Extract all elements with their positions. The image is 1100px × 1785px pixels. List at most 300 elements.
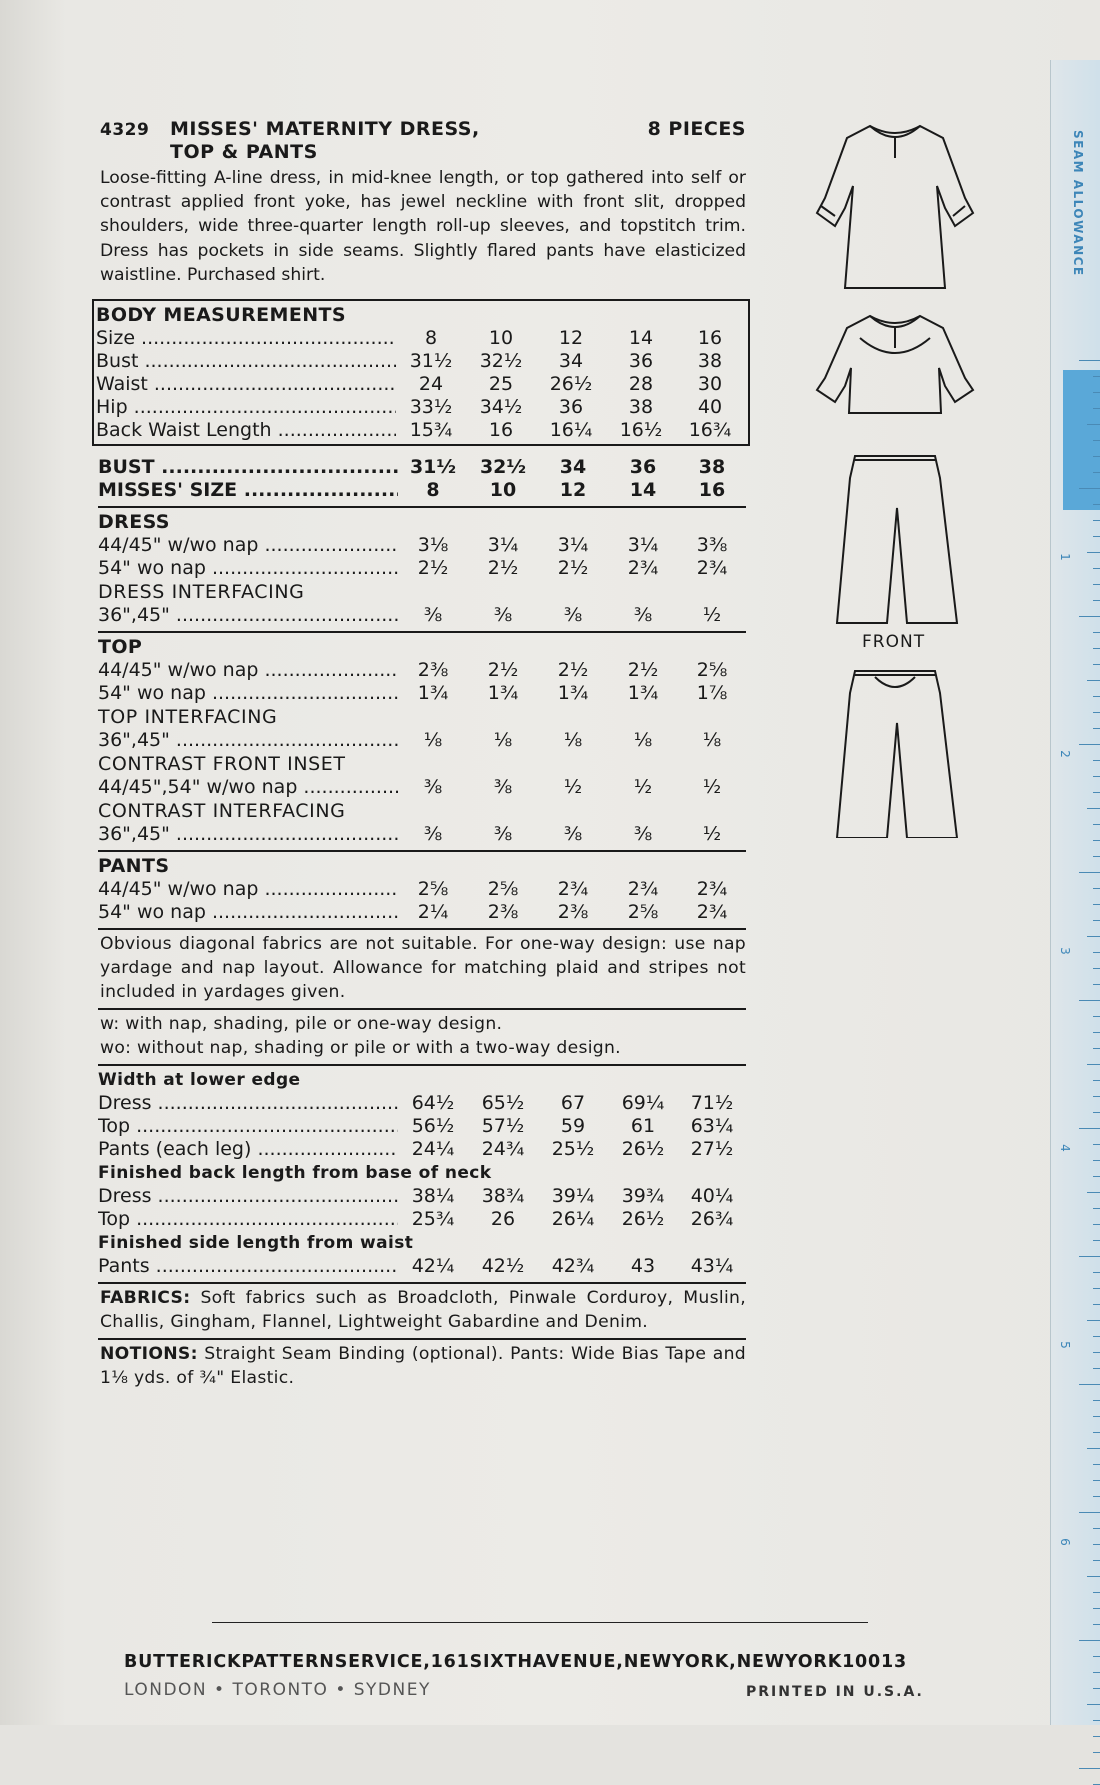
ruler-tick [1093, 904, 1100, 905]
ruler-tick [1093, 1048, 1100, 1049]
row-value: ⅛ [493, 729, 513, 752]
table-row [98, 479, 746, 502]
pants-rows [98, 878, 746, 924]
ruler-tick [1087, 1448, 1100, 1449]
row-value: 2⅝ [696, 659, 728, 682]
ruler-tick [1093, 1720, 1100, 1721]
pieces-count: 8 PIECES [647, 118, 746, 140]
row-value: 71½ [690, 1092, 734, 1115]
row-label: Back Waist Length ..... [96, 419, 396, 442]
top-interfacing-title: TOP INTERFACING [98, 706, 278, 729]
row-label: 44/45" w/wo nap ..... [98, 878, 398, 901]
contrast-interfacing-rows [98, 823, 746, 846]
table-row [98, 659, 746, 682]
ruler-tick [1087, 1576, 1100, 1577]
row-value: 42¼ [411, 1255, 455, 1278]
fabrics-section [100, 1286, 746, 1334]
row-label: 44/45",54" w/wo nap ..... [98, 776, 398, 799]
table-row [98, 823, 746, 846]
ruler-tick [1087, 424, 1100, 425]
yardage-column [98, 118, 746, 1394]
ruler-tick [1079, 1000, 1100, 1001]
divider [98, 506, 746, 508]
ruler-number: 2 [1057, 750, 1072, 758]
ruler-tick [1093, 840, 1100, 841]
ruler-number: 6 [1057, 1538, 1072, 1546]
row-value: ½ [702, 823, 722, 846]
fabrics-text: Soft fabrics such as Broadcloth, Pinwale Corduroy, Muslin, Challis, Gingham, Flannel, Lightweight Gabardine and Denim. [100, 1288, 746, 1333]
ruler-tick [1079, 616, 1100, 617]
row-value: 1⅞ [696, 682, 728, 705]
notions-label: NOTIONS: [100, 1344, 198, 1365]
table-row [98, 729, 746, 752]
ruler-tick [1093, 1112, 1100, 1113]
ruler-tick [1093, 856, 1100, 857]
row-value: 2½ [557, 659, 589, 682]
row-value: 38 [628, 396, 654, 419]
row-value: 1¾ [417, 682, 449, 705]
row-label: Hip ..... [96, 396, 396, 419]
row-value: 12 [559, 479, 587, 502]
ruler-tick [1087, 808, 1100, 809]
ruler-tick [1093, 504, 1100, 505]
ruler-tick [1093, 952, 1100, 953]
divider [98, 1008, 746, 1010]
row-value: 2⅝ [487, 878, 519, 901]
row-label: Pants ..... [98, 1255, 398, 1278]
ruler-tick [1093, 584, 1100, 585]
fabric-suitability-note: Obvious diagonal fabrics are not suitable. For one-way design: use nap yardage and nap layout. Allowance for matching plaid and stripes not included in yardages given. [100, 934, 746, 1003]
row-value: ⅜ [563, 604, 583, 627]
table-row [98, 557, 746, 580]
row-value: 26½ [549, 373, 593, 396]
table-row [96, 327, 748, 350]
row-label: BUST ..... [98, 456, 398, 479]
table-row [98, 1115, 746, 1138]
ruler-tick [1093, 696, 1100, 697]
row-value: ⅜ [493, 823, 513, 846]
ruler-tick [1087, 1704, 1100, 1705]
ruler-tick [1079, 1128, 1100, 1129]
row-label: Size ..... [96, 327, 396, 350]
garment-sketches [815, 118, 975, 838]
ruler-tick [1079, 488, 1100, 489]
ruler-tick [1093, 1624, 1100, 1625]
row-value: 26½ [621, 1138, 665, 1161]
row-value: ½ [633, 776, 653, 799]
ruler-tick [1093, 1016, 1100, 1017]
table-row [98, 682, 746, 705]
back-length-rows [98, 1185, 746, 1231]
dress-rows [98, 534, 746, 580]
row-label: 54" wo nap ..... [98, 557, 398, 580]
row-value: 30 [697, 373, 723, 396]
ruler-tick [1093, 1544, 1100, 1545]
ruler-tick [1093, 1368, 1100, 1369]
ruler-tick [1087, 936, 1100, 937]
ruler-tick [1093, 888, 1100, 889]
table-row [98, 456, 746, 479]
ruler-tick [1093, 1464, 1100, 1465]
row-value: ½ [702, 776, 722, 799]
nap-note-with: w: with nap, shading, pile or one-way design. [100, 1014, 503, 1035]
row-value: 36 [628, 350, 654, 373]
row-value: 1¾ [627, 682, 659, 705]
divider [98, 631, 746, 633]
row-value: 42¾ [551, 1255, 595, 1278]
ruler-label: SEAM ALLOWANCE [1071, 130, 1085, 277]
publisher-cities: LONDON • TORONTO • SYDNEY [124, 1680, 431, 1700]
publisher-address: BUTTERICKPATTERNSERVICE,161SIXTHAVENUE,NEWYORK,NEWYORK10013 [124, 1652, 907, 1672]
row-value: 28 [628, 373, 654, 396]
row-value: 10 [489, 479, 517, 502]
ruler-tick [1093, 1688, 1100, 1689]
row-label: 36",45" ..... [98, 604, 398, 627]
ruler-number: 5 [1057, 1341, 1072, 1349]
ruler-tick [1093, 1736, 1100, 1737]
row-value: 57½ [481, 1115, 525, 1138]
row-label: Waist ..... [96, 373, 396, 396]
row-value: ⅜ [493, 776, 513, 799]
pattern-title-line2: TOP & PANTS [170, 141, 318, 163]
row-label: Pants (each leg) ..... [98, 1138, 398, 1161]
ruler-tick [1093, 776, 1100, 777]
dress-interfacing-title: DRESS INTERFACING [98, 581, 305, 604]
table-row [98, 1255, 746, 1278]
row-value: 16¾ [688, 419, 732, 442]
front-label: FRONT [862, 632, 926, 652]
row-value: 26¾ [690, 1208, 734, 1231]
row-value: 31½ [409, 456, 457, 479]
ruler-tick [1093, 1336, 1100, 1337]
ruler-tick [1093, 1672, 1100, 1673]
pants-back-sketch-icon [837, 456, 957, 623]
top-sketch-icon [817, 316, 973, 413]
row-value: 27½ [690, 1138, 734, 1161]
row-value: 26 [490, 1208, 516, 1231]
ruler-tick [1093, 536, 1100, 537]
row-label: 36",45" ..... [98, 823, 398, 846]
row-value: 14 [628, 327, 654, 350]
dress-sketch-icon [817, 126, 973, 288]
ruler-tick [1079, 360, 1100, 361]
table-row [98, 878, 746, 901]
row-value: 2¾ [627, 557, 659, 580]
row-value: 16 [697, 327, 723, 350]
ruler-tick [1093, 1080, 1100, 1081]
row-value: 3¼ [557, 534, 589, 557]
ruler-tick [1093, 1656, 1100, 1657]
ruler-tick [1093, 1496, 1100, 1497]
ruler-tick [1093, 568, 1100, 569]
ruler-tick [1079, 744, 1100, 745]
row-value: 26½ [621, 1208, 665, 1231]
divider [98, 1282, 746, 1284]
pattern-title-line1: MISSES' MATERNITY DRESS, [170, 118, 480, 140]
printed-in: PRINTED IN U.S.A. [746, 1684, 924, 1700]
back-length-title: Finished back length from base of neck [98, 1163, 492, 1184]
row-value: 3¼ [487, 534, 519, 557]
pattern-description: Loose-fitting A-line dress, in mid-knee length, or top gathered into self or contrast applied front yoke, has jewel neckline with front slit, dropped shoulders, wide three-quarter length roll-up sleeves, and topstitch trim. Dress has pockets in side seams. Slightly flared pants have elasticized waistline. Purchased shirt. [100, 168, 746, 285]
row-label: 54" wo nap ..... [98, 682, 398, 705]
ruler-tick [1093, 1176, 1100, 1177]
ruler-tick [1087, 680, 1100, 681]
ruler-tick [1093, 632, 1100, 633]
row-value: 39¾ [621, 1185, 665, 1208]
ruler-tick [1093, 600, 1100, 601]
row-value: 56½ [411, 1115, 455, 1138]
row-value: 1¾ [487, 682, 519, 705]
ruler-tick [1093, 1032, 1100, 1033]
row-value: 16 [488, 419, 514, 442]
row-value: 36 [558, 396, 584, 419]
ruler-tick [1093, 984, 1100, 985]
row-label: 36",45" ..... [98, 729, 398, 752]
row-value: 2½ [557, 557, 589, 580]
row-value: 38 [698, 456, 726, 479]
row-value: 59 [560, 1115, 586, 1138]
ruler-tick [1093, 1240, 1100, 1241]
row-value: ½ [563, 776, 583, 799]
ruler-tick [1093, 1224, 1100, 1225]
row-value: 2¾ [696, 878, 728, 901]
ruler-tick [1093, 392, 1100, 393]
divider [98, 1064, 746, 1066]
divider [98, 928, 746, 930]
row-value: 2½ [627, 659, 659, 682]
ruler-tick [1093, 1416, 1100, 1417]
ruler-tick [1093, 1352, 1100, 1353]
ruler-number: 3 [1057, 947, 1072, 955]
ruler-tick [1093, 440, 1100, 441]
row-value: 38 [697, 350, 723, 373]
ruler-tick [1079, 1384, 1100, 1385]
table-row [98, 1185, 746, 1208]
body-measurements-title: BODY MEASUREMENTS [96, 304, 346, 327]
row-label: Dress ..... [98, 1092, 398, 1115]
ruler-tick [1093, 1432, 1100, 1433]
ruler-tick [1093, 1208, 1100, 1209]
ruler-tick [1079, 1512, 1100, 1513]
row-value: 38¾ [481, 1185, 525, 1208]
row-value: 2¾ [557, 878, 589, 901]
pattern-number: 4329 [100, 120, 150, 140]
row-value: ⅜ [423, 776, 443, 799]
row-value: 38¼ [411, 1185, 455, 1208]
row-value: 31½ [409, 350, 453, 373]
ruler-tick [1093, 1752, 1100, 1753]
notions-text: Straight Seam Binding (optional). Pants: Wide Bias Tape and 1⅛ yds. of ¾" Elastic. [100, 1344, 746, 1389]
row-value: 26¼ [551, 1208, 595, 1231]
ruler-tick [1087, 1320, 1100, 1321]
row-value: 16½ [619, 419, 663, 442]
row-value: 2⅝ [417, 878, 449, 901]
ruler-tick [1093, 824, 1100, 825]
ruler-tick [1093, 1288, 1100, 1289]
row-value: 24 [418, 373, 444, 396]
row-value: 2½ [487, 557, 519, 580]
width-lower-edge-rows [98, 1092, 746, 1161]
row-label: 44/45" w/wo nap ..... [98, 534, 398, 557]
row-value: ⅛ [423, 729, 443, 752]
row-value: 67 [560, 1092, 586, 1115]
row-value: 25 [488, 373, 514, 396]
table-row [98, 776, 746, 799]
table-row [96, 350, 748, 373]
row-value: 2½ [487, 659, 519, 682]
row-value: ⅜ [563, 823, 583, 846]
row-value: 1¾ [557, 682, 589, 705]
table-row [98, 1092, 746, 1115]
size-rows [98, 456, 746, 502]
row-value: 42½ [481, 1255, 525, 1278]
ruler-tick [1093, 1400, 1100, 1401]
divider [98, 1338, 746, 1340]
row-value: 24¼ [411, 1138, 455, 1161]
row-value: 2½ [417, 557, 449, 580]
ruler-tick [1087, 1192, 1100, 1193]
row-value: 34 [558, 350, 584, 373]
ruler-tick [1093, 648, 1100, 649]
row-value: 33½ [409, 396, 453, 419]
pants-title: PANTS [98, 855, 170, 878]
row-value: 2¾ [627, 878, 659, 901]
seam-allowance-ruler [1050, 60, 1100, 1725]
row-value: ⅜ [423, 823, 443, 846]
side-length-rows [98, 1255, 746, 1278]
side-length-title: Finished side length from waist [98, 1233, 414, 1254]
row-label: Top ..... [98, 1115, 398, 1138]
row-value: 43 [630, 1255, 656, 1278]
top-title: TOP [98, 636, 143, 659]
footer-divider [212, 1622, 868, 1623]
ruler-tick [1093, 760, 1100, 761]
fabrics-label: FABRICS: [100, 1288, 191, 1309]
row-value: 10 [488, 327, 514, 350]
row-value: 34½ [479, 396, 523, 419]
contrast-front-inset-rows [98, 776, 746, 799]
body-measurements-box [92, 299, 750, 446]
table-row [96, 373, 748, 396]
row-value: 43¼ [690, 1255, 734, 1278]
contrast-front-inset-title: CONTRAST FRONT INSET [98, 753, 346, 776]
row-value: 2⅜ [557, 901, 589, 924]
row-value: ⅜ [493, 604, 513, 627]
ruler-tick [1087, 1064, 1100, 1065]
ruler-tick [1093, 1096, 1100, 1097]
table-row [98, 1138, 746, 1161]
row-value: ⅜ [423, 604, 443, 627]
row-value: ⅛ [702, 729, 722, 752]
table-row [98, 901, 746, 924]
row-value: 2¾ [696, 901, 728, 924]
ruler-tick [1079, 1256, 1100, 1257]
row-value: 14 [629, 479, 657, 502]
ruler-tick [1093, 472, 1100, 473]
row-value: ⅛ [633, 729, 653, 752]
table-row [98, 604, 746, 627]
row-label: Dress ..... [98, 1185, 398, 1208]
ruler-tick [1087, 552, 1100, 553]
ruler-tick [1079, 872, 1100, 873]
garment-illustrations [815, 118, 975, 842]
row-value: 65½ [481, 1092, 525, 1115]
row-value: 40 [697, 396, 723, 419]
ruler-tick [1093, 1304, 1100, 1305]
ruler-tick [1093, 1528, 1100, 1529]
row-value: 3⅛ [417, 534, 449, 557]
pattern-header [98, 118, 746, 166]
ruler-number: 1 [1057, 553, 1072, 561]
divider [98, 850, 746, 852]
top-interfacing-rows [98, 729, 746, 752]
row-value: 15¾ [409, 419, 453, 442]
ruler-tick [1093, 712, 1100, 713]
row-label: MISSES' SIZE ..... [98, 479, 398, 502]
row-value: 32½ [479, 456, 527, 479]
ruler-tick [1093, 664, 1100, 665]
row-value: 25¾ [411, 1208, 455, 1231]
row-value: ⅛ [563, 729, 583, 752]
row-value: 32½ [479, 350, 523, 373]
body-measurements-rows [96, 327, 748, 442]
ruler-tick [1093, 968, 1100, 969]
ruler-tick [1093, 1272, 1100, 1273]
row-value: ⅜ [633, 604, 653, 627]
dress-title: DRESS [98, 511, 170, 534]
table-row [96, 419, 748, 442]
ruler-tick [1093, 1592, 1100, 1593]
row-value: 61 [630, 1115, 656, 1138]
ruler-tick [1093, 1160, 1100, 1161]
ruler-tick [1079, 1640, 1100, 1641]
row-value: 12 [558, 327, 584, 350]
table-row [98, 534, 746, 557]
row-label: 44/45" w/wo nap ..... [98, 659, 398, 682]
nap-note-without: wo: without nap, shading or pile or with a two-way design. [100, 1038, 621, 1059]
row-value: 2⅜ [417, 659, 449, 682]
row-value: 2⅝ [627, 901, 659, 924]
top-rows [98, 659, 746, 705]
ruler-tick [1093, 792, 1100, 793]
ruler-tick [1093, 1608, 1100, 1609]
row-value: 8 [426, 479, 440, 502]
ruler-tick [1079, 1768, 1100, 1769]
row-value: 34 [559, 456, 587, 479]
row-value: 63¼ [690, 1115, 734, 1138]
table-row [96, 396, 748, 419]
row-label: Top ..... [98, 1208, 398, 1231]
row-value: 2¾ [696, 557, 728, 580]
row-value: 3¼ [627, 534, 659, 557]
row-value: 2⅜ [487, 901, 519, 924]
row-value: 16¼ [549, 419, 593, 442]
width-lower-edge-title: Width at lower edge [98, 1070, 301, 1091]
ruler-tick [1093, 920, 1100, 921]
row-value: 3⅜ [696, 534, 728, 557]
row-label: Bust ..... [96, 350, 396, 373]
ruler-tick [1093, 1480, 1100, 1481]
row-label: 54" wo nap ..... [98, 901, 398, 924]
ruler-tick [1093, 728, 1100, 729]
row-value: 8 [424, 327, 438, 350]
row-value: 16 [698, 479, 726, 502]
notions-section [100, 1342, 746, 1390]
ruler-tick [1093, 520, 1100, 521]
row-value: 25½ [551, 1138, 595, 1161]
ruler-tick [1093, 376, 1100, 377]
row-value: 39¼ [551, 1185, 595, 1208]
